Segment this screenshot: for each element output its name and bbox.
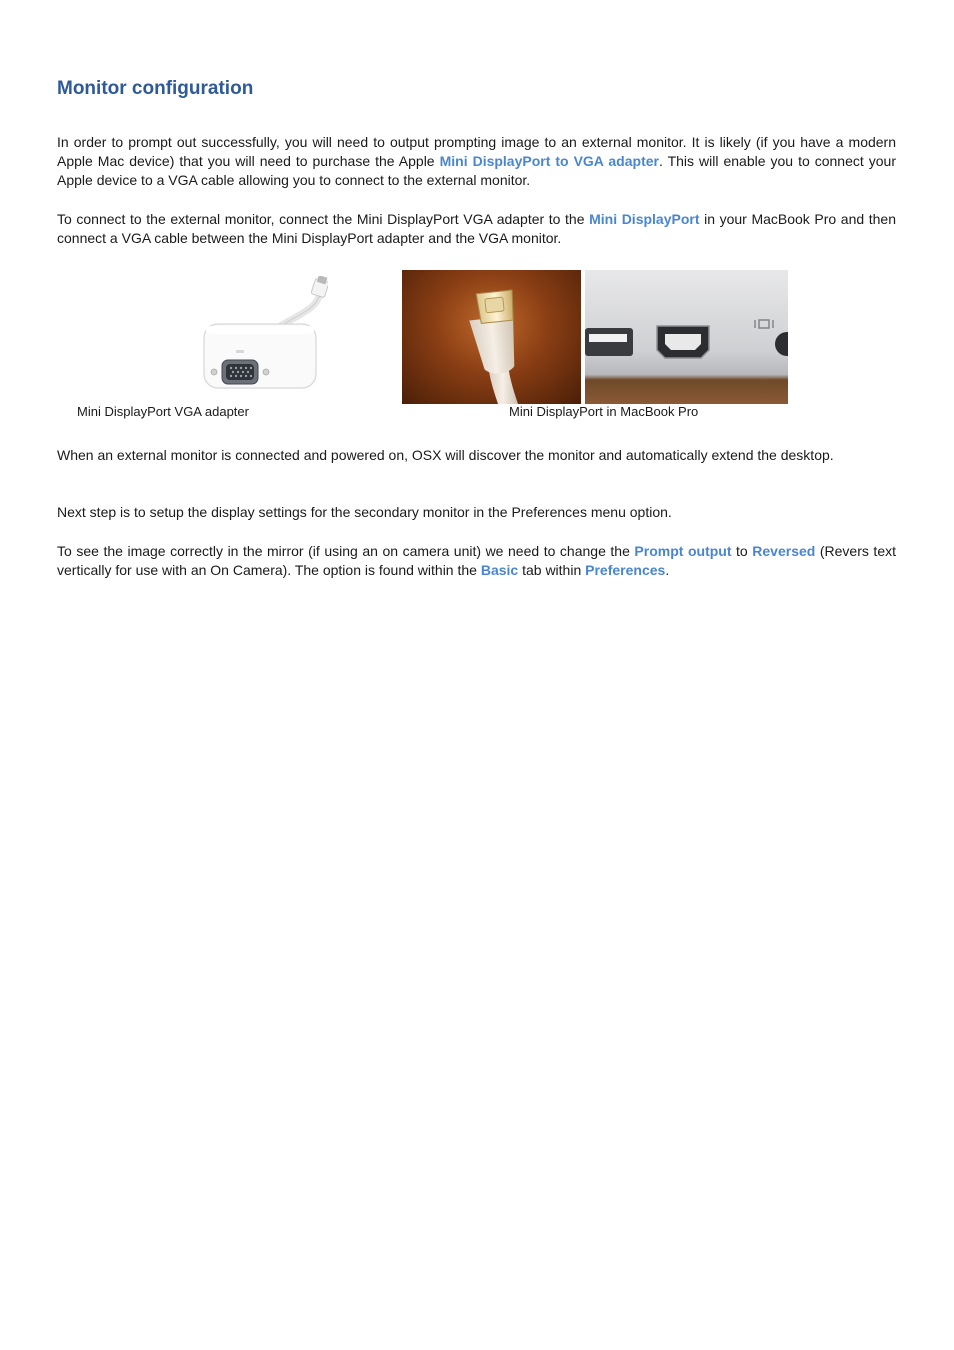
- link-mini-displayport-vga-adapter[interactable]: Mini DisplayPort to VGA adapter: [439, 153, 659, 169]
- link-preferences[interactable]: Preferences: [585, 562, 666, 578]
- link-basic[interactable]: Basic: [480, 562, 519, 578]
- link-prompt-output[interactable]: Prompt output: [634, 543, 732, 559]
- adapter-illustration: [196, 276, 328, 394]
- external-monitor-paragraph: When an external monitor is connected and powered on, OSX will discover the monitor and automatically extend the desktop.: [57, 447, 834, 463]
- macbook-port-photo: [585, 270, 788, 404]
- caption-adapter: Mini DisplayPort VGA adapter: [77, 404, 249, 419]
- next-step-paragraph: Next step is to setup the display settings for the secondary monitor in the Preferences menu option.: [57, 504, 672, 520]
- adapter-image: [196, 276, 328, 394]
- text: . This will enable you to connect your Apple device to a VGA cable allowing you to connect to the external monitor.: [57, 153, 897, 188]
- text: tab within: [518, 562, 586, 578]
- connector-illustration: [402, 270, 581, 404]
- text: to: [731, 543, 753, 559]
- caption-port: Mini DisplayPort in MacBook Pro: [509, 404, 699, 419]
- text: .: [665, 562, 670, 578]
- text: To connect to the external monitor, connect the Mini DisplayPort VGA adapter to the: [57, 211, 590, 227]
- mirror-paragraph: [57, 542, 896, 580]
- intro-paragraph: [57, 133, 896, 190]
- page-title: Monitor configuration: [57, 78, 254, 99]
- connector-photo: [402, 270, 581, 404]
- text: in your MacBook Pro and then connect a VGA cable between the Mini DisplayPort adapter and the VGA monitor.: [57, 211, 896, 246]
- link-reversed[interactable]: Reversed: [752, 543, 816, 559]
- connect-paragraph: [57, 210, 896, 248]
- macbook-port-illustration: [585, 270, 788, 404]
- text: To see the image correctly in the mirror (if using an on camera unit) we need to change the: [57, 543, 635, 559]
- text: In order to prompt out successfully, you will need to output prompting image to an external monitor. It is likely (if you have a modern Apple Mac device) that you will need to purchase the Apple: [57, 134, 896, 169]
- link-mini-displayport[interactable]: Mini DisplayPort: [589, 211, 700, 227]
- text: (Revers text vertically for use with an On Camera). The option is found within the: [57, 543, 896, 578]
